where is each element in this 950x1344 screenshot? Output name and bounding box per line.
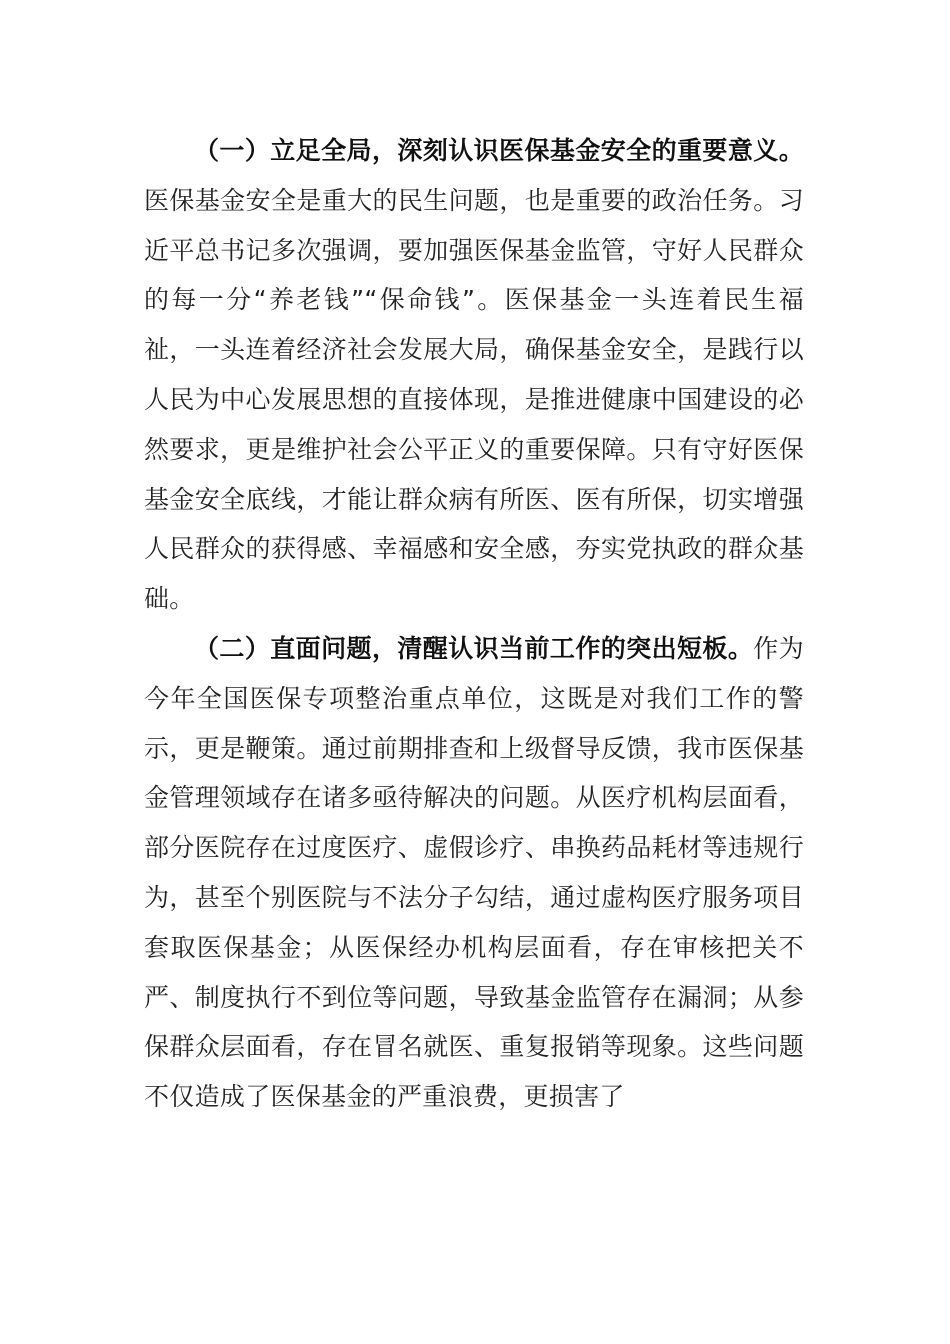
paragraph-1 — [144, 126, 804, 624]
paragraph-1-heading: （一）立足全局，深刻认识医保基金安全的重要意义。 — [194, 136, 804, 165]
document-body — [144, 126, 804, 1122]
paragraph-2 — [144, 624, 804, 1122]
paragraph-1-body: 医保基金安全是重大的民生问题，也是重要的政治任务。习近平总书记多次强调，要加强医保基金监管，守好人民群众的每一分“养老钱”“保命钱”。医保基金一头连着民生福祉，一头连着经济社会发展大局，确保基金安全，是践行以人民为中心发展思想的直接体现，是推进健康中国建设的必然要求，更是维护社会公平正义的重要保障。只有守好医保基金安全底线，才能让群众病有所医、医有所保，切实增强人民群众的获得感、幸福感和安全感，夯实党执政的群众基础。 — [144, 185, 804, 614]
paragraph-2-heading: （二）直面问题，清醒认识当前工作的突出短板。 — [194, 633, 754, 663]
paragraph-2-body: 作为今年全国医保专项整治重点单位，这既是对我们工作的警示，更是鞭策。通过前期排查和上级督导反馈，我市医保基金管理领域存在诸多亟待解决的问题。从医疗机构层面看，部分医院存在过度医疗、虚假诊疗、串换药品耗材等违规行为，甚至个别医院与不法分子勾结，通过虚构医疗服务项目套取医保基金；从医保经办机构层面看，存在审核把关不严、制度执行不到位等问题，导致基金监管存在漏洞；从参保群众层面看，存在冒名就医、重复报销等现象。这些问题不仅造成了医保基金的严重浪费，更损害了 — [144, 633, 804, 1112]
